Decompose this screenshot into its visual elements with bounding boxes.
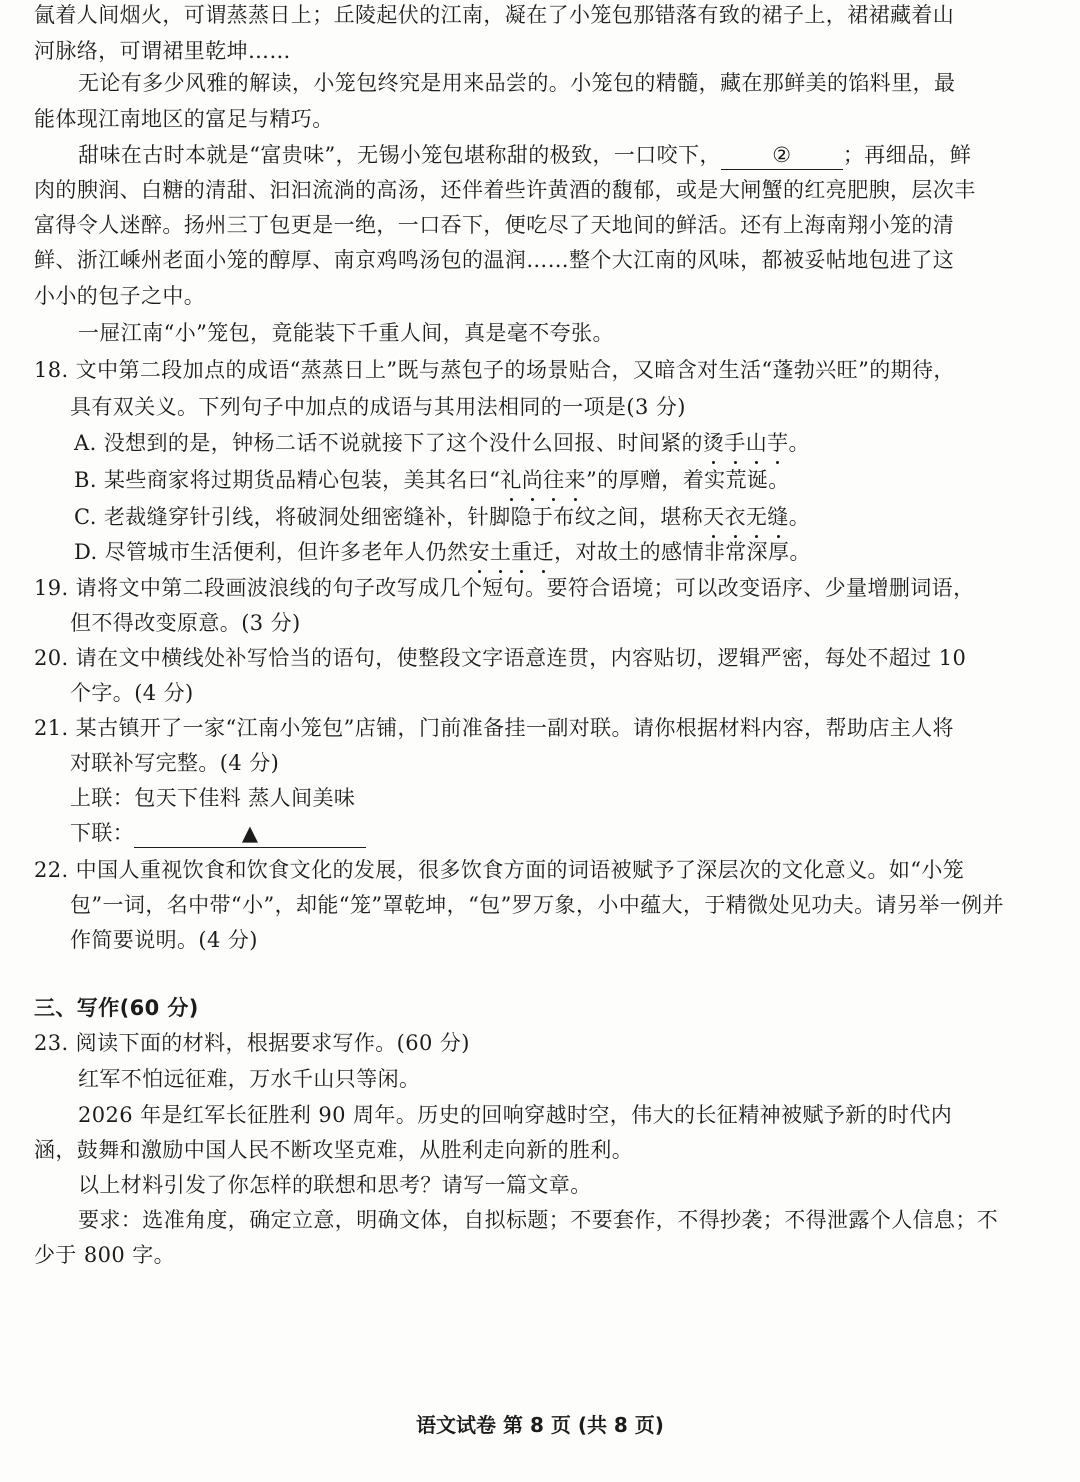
q18-option-c[interactable] [74, 502, 810, 532]
q18-option-a-post: 。 [788, 431, 810, 455]
couplet-lower [70, 818, 366, 848]
requirement-line-1: 要求：选准角度，确定立意，明确文体，自拟标题；不要套作，不得抄袭；不得泄露个人信息；不 [78, 1208, 999, 1232]
emphasis-dot-char: 重 [511, 537, 532, 567]
emphasis-dot-char: 山 [746, 428, 767, 458]
q18-option-d-idiom [468, 540, 554, 564]
emphasis-dot-char: 烫 [703, 428, 724, 458]
material-line-1: 红军不怕远征难，万水千山只等闲。 [78, 1067, 421, 1091]
emphasis-dot-char: 礼 [500, 465, 521, 495]
q21-line-1: 21. 某古镇开了一家“江南小笼包”店铺，门前准备挂一副对联。请你根据材料内容，帮助店主人将 [34, 716, 954, 740]
section-3-title: 三、写作(60 分) [34, 996, 199, 1020]
couplet-lower-answer-blank[interactable]: ▲ [134, 821, 366, 848]
q22-line-1: 22. 中国人重视饮食和饮食文化的发展，很多饮食方面的词语被赋予了深层次的文化意义。如“小笼 [34, 858, 965, 882]
q18-option-b-pre: B. 某些商家将过期货品精心包装，美其名曰“ [74, 468, 501, 492]
q18-line-1: 18. 文中第二段加点的成语“蒸蒸日上”既与蒸包子的场景贴合，又暗含对生活“蓬勃兴旺”的期待， [34, 358, 955, 382]
page-footer: 语文试卷 第 8 页 (共 8 页) [416, 1413, 664, 1437]
emphasis-dot-char: 缝 [767, 502, 788, 532]
emphasis-dot-char: 往 [543, 465, 564, 495]
q18-option-c-idiom [703, 505, 789, 529]
q18-option-d-pre: D. 尽管城市生活便利，但许多老年人仍然 [74, 540, 469, 564]
passage-line-1: 氤着人间烟火，可谓蒸蒸日上；丘陵起伏的江南，凝在了小笼包那错落有致的裙子上，裙裙藏着山 [34, 3, 955, 27]
passage-line-3: 无论有多少风雅的解读，小笼包终究是用来品尝的。小笼包的精髓，藏在那鲜美的馅料里，最 [78, 71, 956, 95]
couplet-lower-label: 下联： [70, 821, 135, 845]
q18-option-a-idiom [703, 431, 789, 455]
q19-line-2: 但不得改变原意。(3 分) [70, 611, 301, 635]
prompt-line: 以上材料引发了你怎样的联想和思考？请写一篇文章。 [78, 1173, 592, 1197]
passage-line-2: 河脉络，可谓裙里乾坤…… [34, 39, 291, 63]
q18-option-a[interactable] [74, 428, 810, 458]
q22-line-2: 包”一词，名中带“小”，却能“笼”罩乾坤，“包”罗万象，小中蕴大，于精微处见功夫。请另举一例并 [70, 893, 1004, 917]
passage-line-5 [78, 140, 971, 170]
emphasis-dot-char: 安 [468, 537, 489, 567]
q21-line-2: 对联补写完整。(4 分) [70, 751, 280, 775]
emphasis-dot-char: 衣 [724, 502, 745, 532]
material-line-2: 2026 年是红军长征胜利 90 周年。历史的回响穿越时空，伟大的长征精神被赋予新的时代内 [78, 1103, 953, 1127]
passage-line-8: 鲜、浙江嵊州老面小笼的醇厚、南京鸡鸣汤包的温润……整个大江南的风味，都被妥帖地包进了这 [34, 248, 955, 272]
emphasis-dot-char: 天 [703, 502, 724, 532]
q20-line-1: 20. 请在文中横线处补写恰当的语句，使整段文字语意连贯，内容贴切，逻辑严密，每处不超过 10 [34, 646, 967, 670]
passage-line-5-text-a: 甜味在古时本就是“富贵味”，无锡小笼包堪称甜的极致，一口咬下， [78, 143, 721, 167]
q22-line-3: 作简要说明。(4 分) [70, 928, 258, 952]
emphasis-dot-char: 尚 [522, 465, 543, 495]
passage-line-9: 小小的包子之中。 [34, 284, 206, 308]
q18-line-2: 具有双关义。下列句子中加点的成语与其用法相同的一项是(3 分) [70, 395, 686, 419]
material-line-3: 涵，鼓舞和激励中国人民不断攻坚克难，从胜利走向新的胜利。 [34, 1138, 634, 1162]
emphasis-dot-char: 来 [565, 465, 586, 495]
q18-option-d[interactable] [74, 537, 811, 567]
emphasis-dot-char: 土 [490, 537, 511, 567]
passage-line-6: 肉的腴润、白糖的清甜、汩汩流淌的高汤，还伴着些许黄酒的馥郁，或是大闸蟹的红亮肥腴，层次丰 [34, 178, 976, 202]
q18-option-c-pre: C. 老裁缝穿针引线，将破洞处细密缝补，针脚隐于布纹之间，堪称 [74, 505, 704, 529]
requirement-line-2: 少于 800 字。 [34, 1243, 176, 1267]
emphasis-dot-char: 无 [746, 502, 767, 532]
passage-line-7: 富得令人迷醉。扬州三丁包更是一绝，一口吞下，便吃尽了天地间的鲜活。还有上海南翔小笼的清 [34, 213, 955, 237]
q19-line-1: 19. 请将文中第二段画波浪线的句子改写成几个短句。要符合语境；可以改变语序、少量增删词语， [34, 576, 975, 600]
q20-line-2: 个字。(4 分) [70, 681, 194, 705]
q18-option-b-post: ”的厚赠，着实荒诞。 [585, 468, 790, 492]
q18-option-c-post: 。 [788, 505, 811, 529]
passage-line-5-text-b: ；再细品，鲜 [842, 143, 972, 167]
emphasis-dot-char: 迁 [533, 537, 554, 567]
answer-blank-2[interactable]: ② [721, 143, 843, 170]
q18-option-b[interactable] [74, 465, 790, 495]
emphasis-dot-char: 芋 [767, 428, 788, 458]
q18-option-d-post: ，对故土的感情非常深厚。 [554, 540, 811, 564]
q23-line: 23. 阅读下面的材料，根据要求写作。(60 分) [34, 1031, 470, 1055]
q18-option-b-idiom [500, 468, 586, 492]
q18-option-a-pre: A. 没想到的是，钟杨二话不说就接下了这个没什么回报、时间紧的 [74, 431, 703, 455]
passage-line-4: 能体现江南地区的富足与精巧。 [34, 107, 334, 131]
passage-line-10: 一屉江南“小”笼包，竟能装下千重人间，真是毫不夸张。 [78, 321, 614, 345]
emphasis-dot-char: 手 [724, 428, 745, 458]
couplet-upper: 上联：包天下佳料 蒸人间美味 [70, 786, 356, 810]
